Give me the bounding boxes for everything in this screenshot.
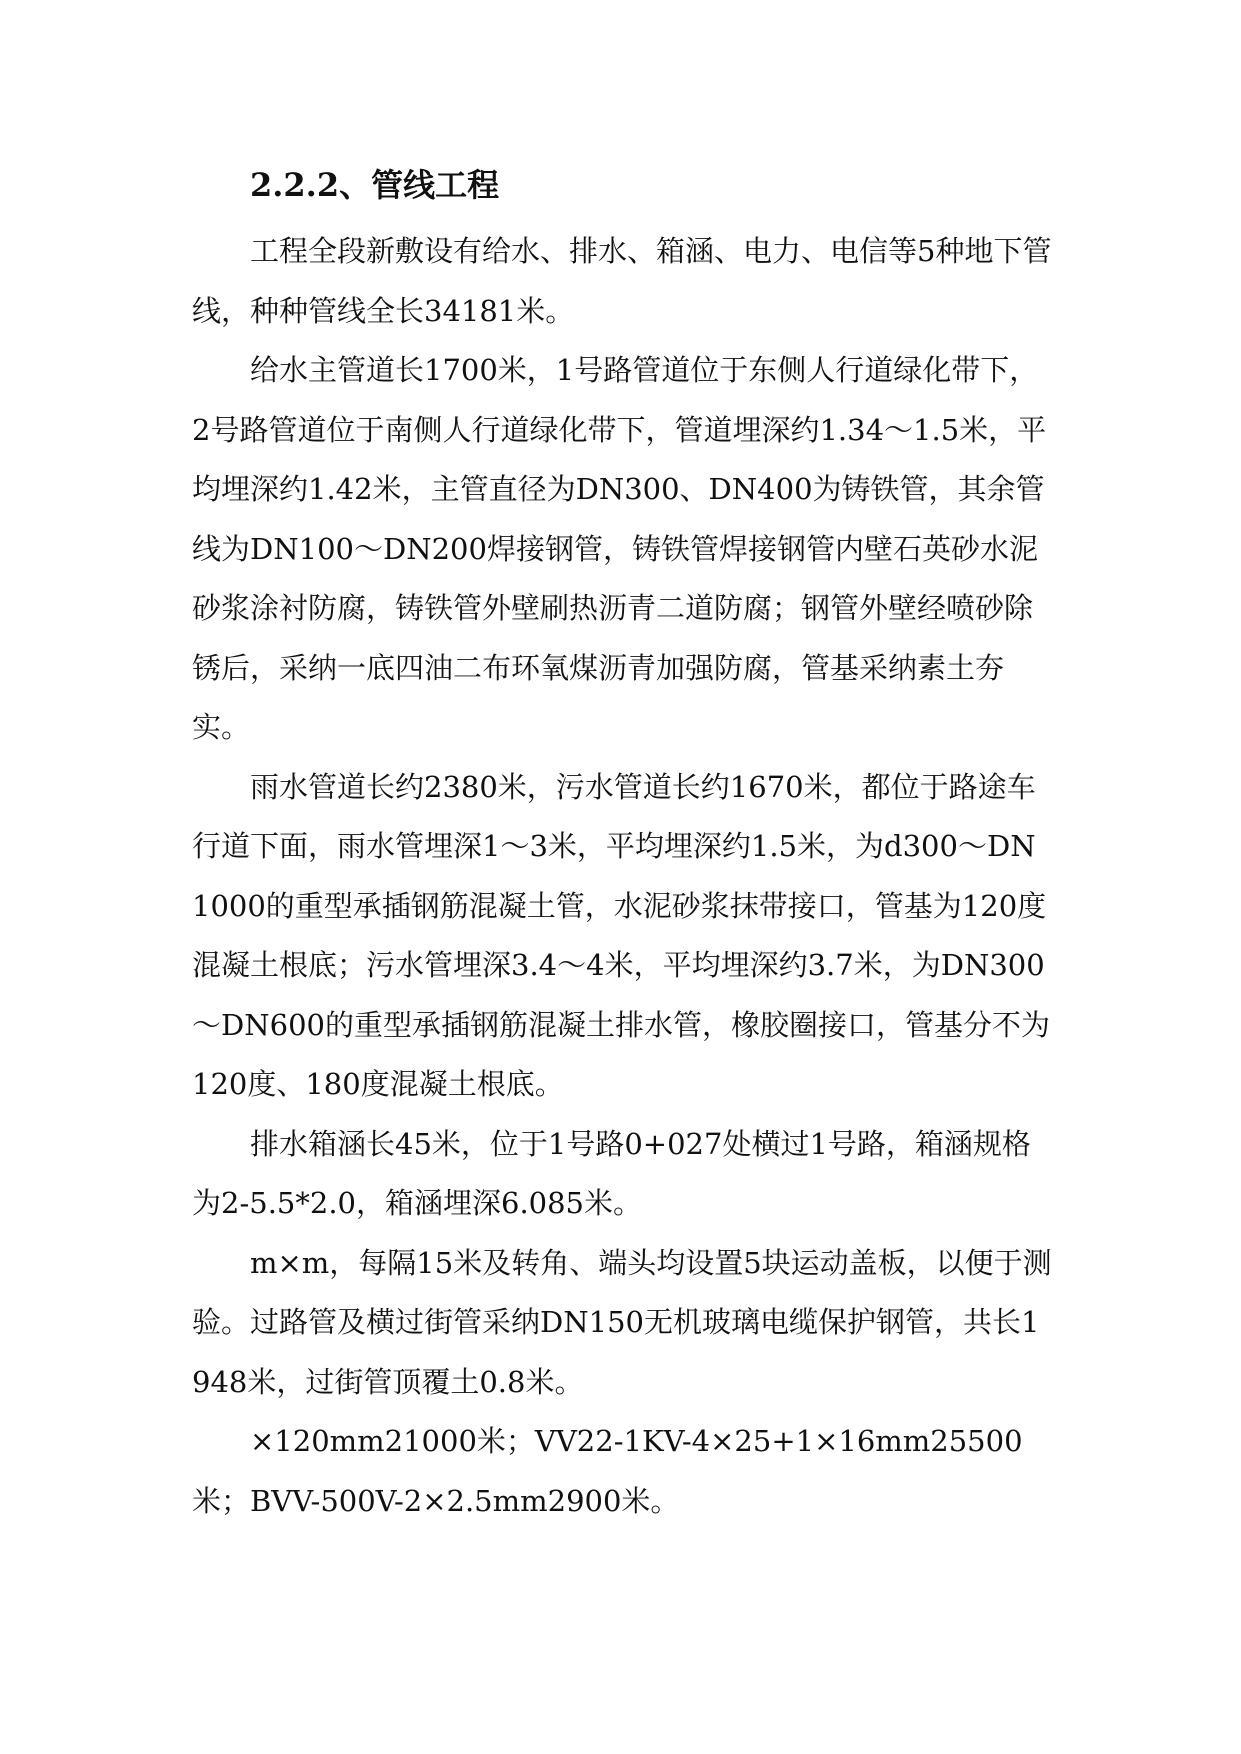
section-body bbox=[192, 222, 1052, 1531]
paragraph-water-supply: 给水主管道长1700米，1号路管道位于东侧人行道绿化带下，2号路管道位于南侧人行道绿化带下，管道埋深约1.34～1.5米，平均埋深约1.42米，主管直径为DN300、DN400为铸铁管，其余管线为DN100～DN200焊接钢管，铸铁管焊接钢管内壁石英砂水泥砂浆涂衬防腐，铸铁管外壁刷热沥青二道防腐；钢管外壁经喷砂除锈后，采纳一底四油二布环氧煤沥青加强防腐，管基采纳素土夯实。 bbox=[192, 353, 1047, 744]
paragraph-overview: 工程全段新敷设有给水、排水、箱涵、电力、电信等5种地下管线，种种管线全长34181米。 bbox=[192, 234, 1052, 328]
paragraph-box-culvert: 排水箱涵长45米，位于1号路0+027处横过1号路，箱涵规格为2-5.5*2.0，箱涵埋深6.085米。 bbox=[192, 1126, 1031, 1220]
paragraph-cable-trench: m×m，每隔15米及转角、端头均设置5块运动盖板，以便于测验。过路管及横过街管采纳DN150无机玻璃电缆保护钢管，共长1948米，过街管顶覆土0.8米。 bbox=[192, 1245, 1052, 1399]
paragraph-cable-specs: ×120mm21000米；VV22-1KV-4×25+1×16mm25500米；BVV-500V-2×2.5mm2900米。 bbox=[192, 1424, 1023, 1518]
section-heading: 2.2.2、管线工程 bbox=[250, 166, 500, 204]
paragraph-drainage: 雨水管道长约2380米，污水管道长约1670米，都位于路途车行道下面，雨水管埋深1～3米，平均埋深约1.5米，为d300～DN1000的重型承插钢筋混凝土管，水泥砂浆抹带接口，管基为120度混凝土根底；污水管埋深3.4～4米，平均埋深约3.7米，为DN300～DN600的重型承插钢筋混凝土排水管，橡胶圈接口，管基分不为120度、180度混凝土根底。 bbox=[192, 769, 1050, 1101]
